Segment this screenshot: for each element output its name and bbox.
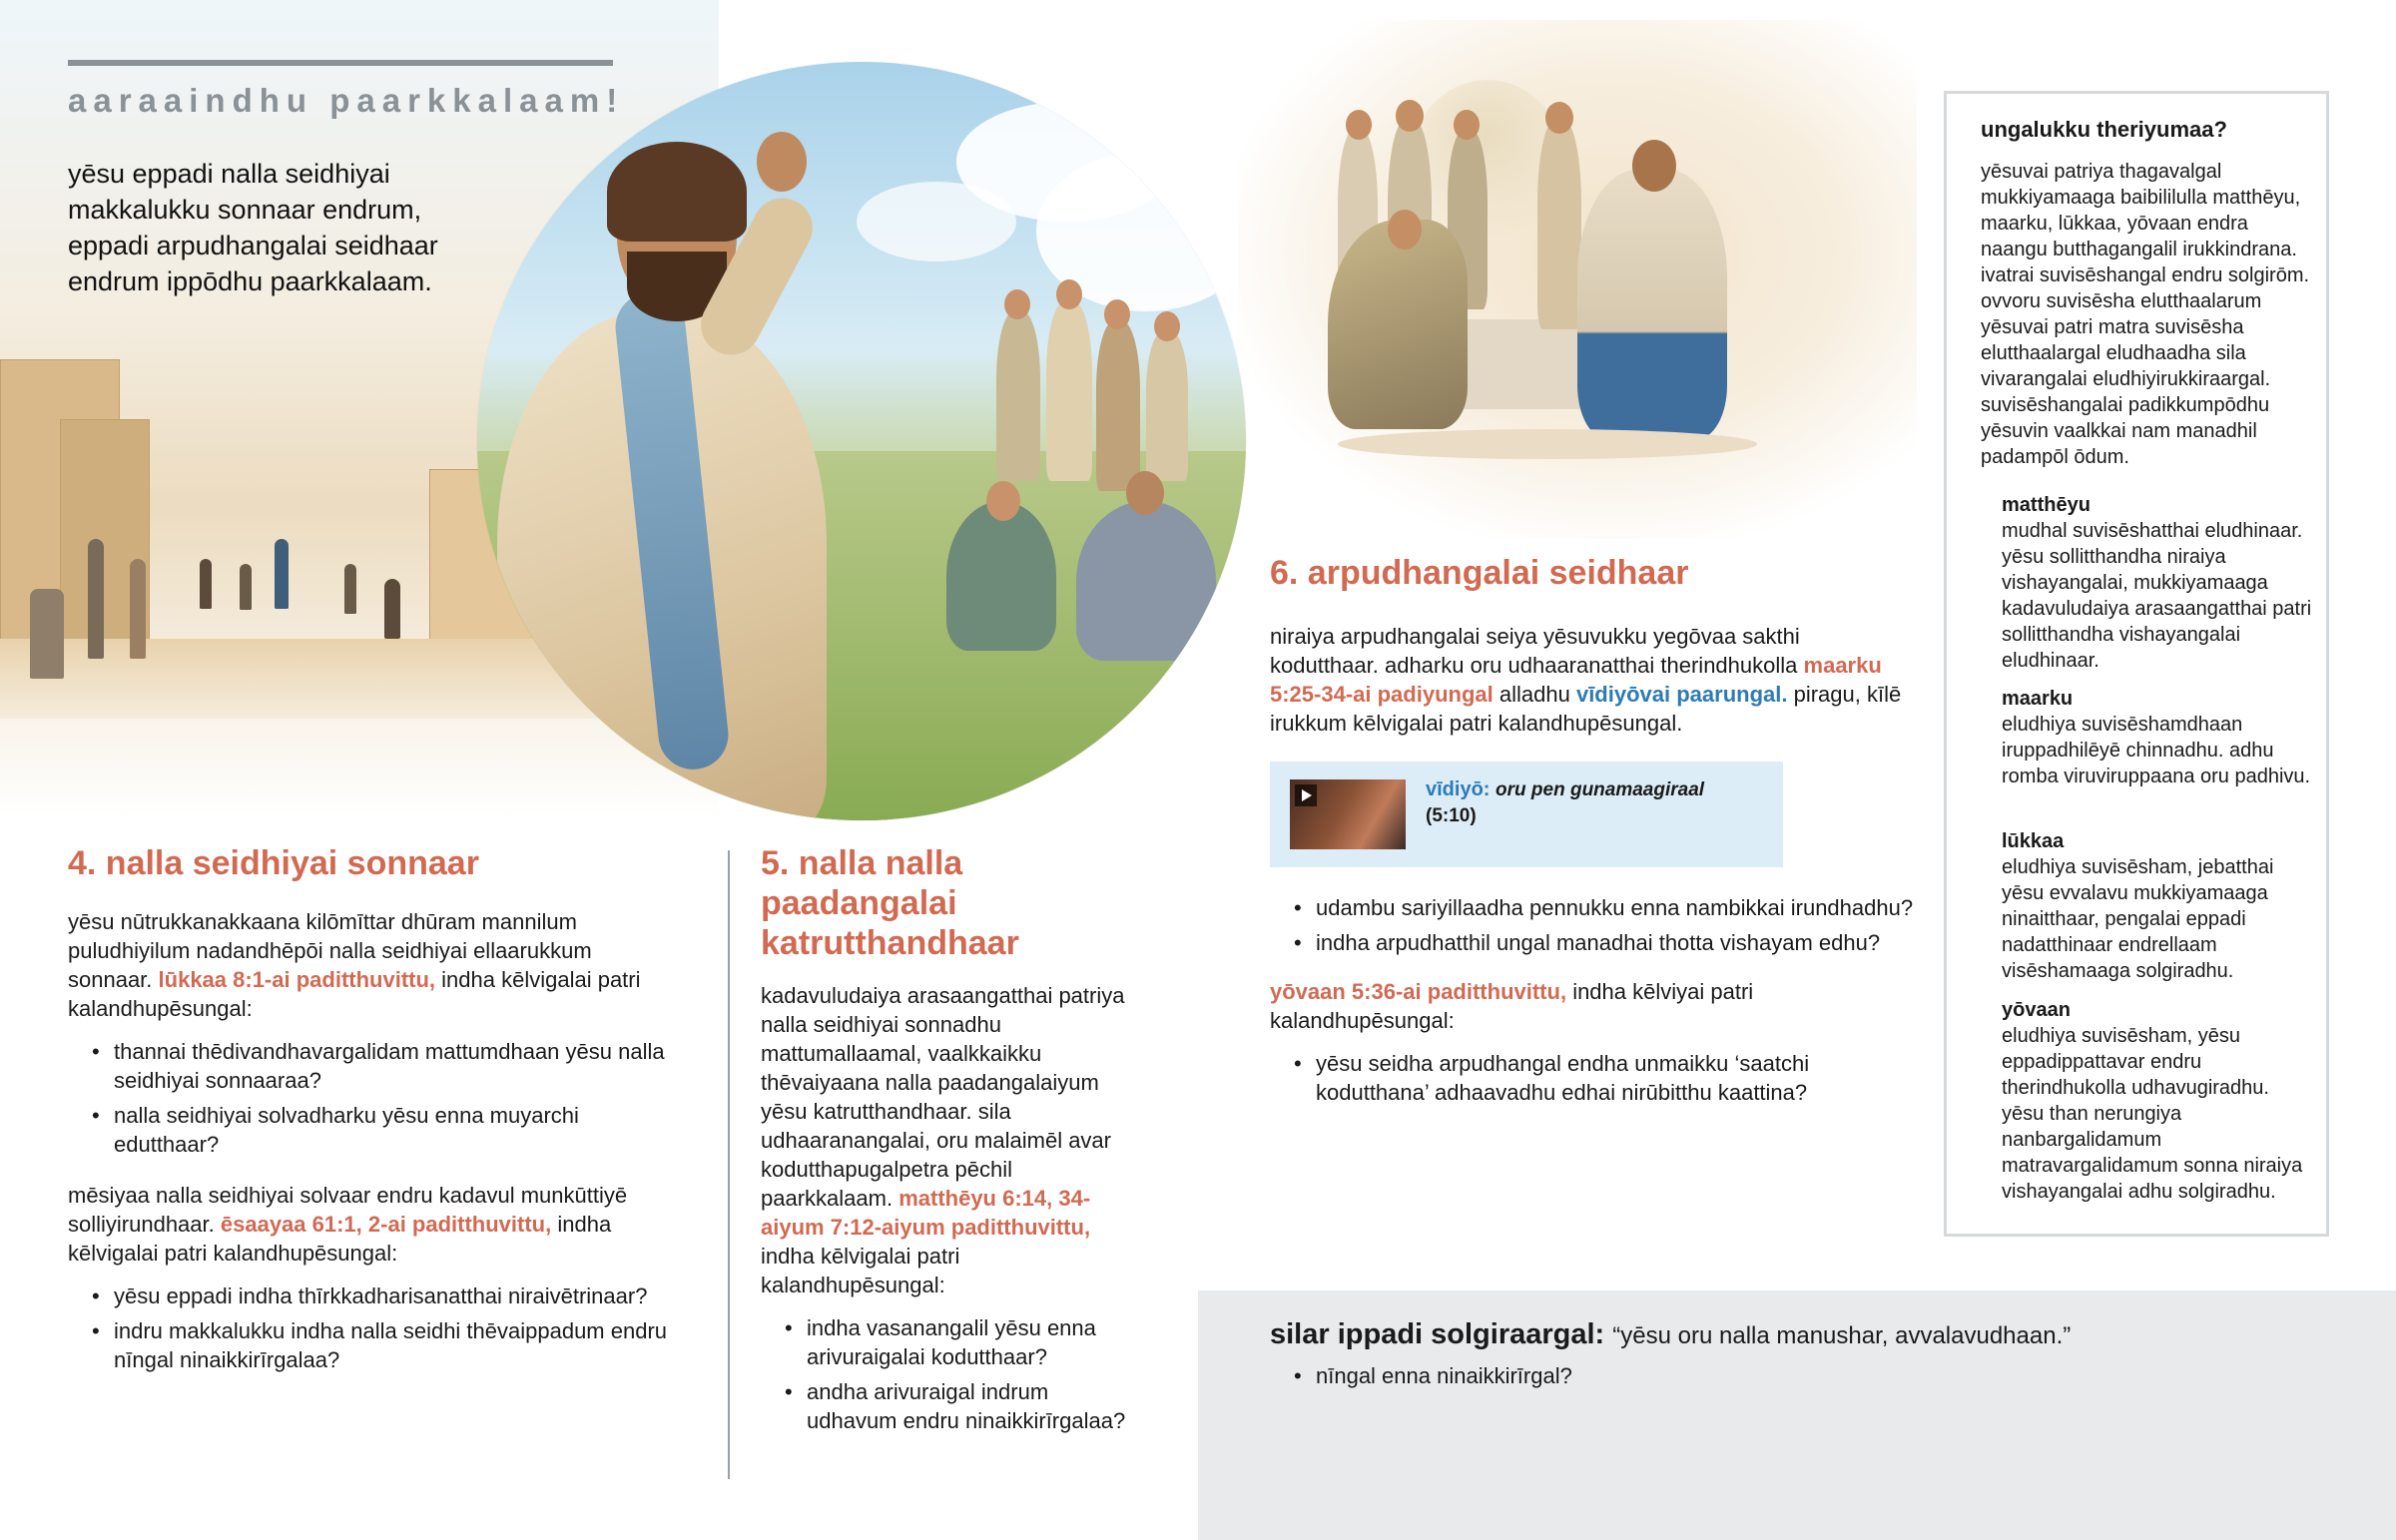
- header-rule: [68, 60, 613, 66]
- list-item: • indru makkalukku indha nalla seidhi thēvaippadum endru nīngal ninaikkirīrgalaa?: [68, 1316, 677, 1374]
- sidebar-entry-luke: [2002, 828, 2316, 984]
- page-kicker: aaraaindhu paarkkalaam!: [68, 82, 625, 119]
- watch-video-link[interactable]: vīdiyōvai paarungal.: [1575, 682, 1788, 707]
- sidebar-entry-text: mudhal suvisēshatthai eludhinaar. yēsu sollitthandha niraiya vishayangalai, mukkiyamaaga kadavuludaiya arasaangatthai patri sollitthandha vishayangalai eludhinaar.: [2002, 520, 2312, 672]
- sidebar-body: yēsuvai patriya thagavalgal mukkiyamaaga baibililulla matthēyu, maarku, lūkkaa, yōvaan endra naangu butthagangalil irukkindrana. ivatrai suvisēshangal endru solgirōm. ovvoru suvisēsha elutthaalarum yēsuvai patri matra suvisēsha elutthaalargal eludhaadha sila vivarangalai eludhiyirukkiraargal. suvisēshangalai padikkumpōdhu yēsuvin vaalkkai nam manadhil padampōl ōdum.: [1981, 161, 2310, 468]
- section-6-paragraph-2: [1270, 977, 1919, 1035]
- some-people-say: [1270, 1315, 2071, 1355]
- list-item: • yēsu seidha arpudhangal endha unmaikku ‘saatchi kodutthana’ adhaavadhu edhai nirūbitthu kaattina?: [1270, 1049, 1919, 1107]
- paragraph-text: niraiya arpudhangalai seiya yēsuvukku yegōvaa sakthi kodutthaar. adharku oru udhaaranatthai therindhukolla: [1270, 624, 1800, 678]
- play-icon[interactable]: [1295, 784, 1317, 806]
- sidebar-entry-matthew: [2002, 492, 2316, 674]
- paragraph-text: indha kēlvigalai patri kalandhupēsungal:: [68, 967, 641, 1021]
- scripture-reference-luke[interactable]: lūkkaa 8:1-ai paditthuvittu,: [158, 967, 436, 992]
- section-4-paragraph-2: [68, 1181, 677, 1268]
- some-people-say-quote: “yēsu oru nalla manushar, avvalavudhaan.”: [1612, 1322, 2072, 1349]
- section-5-body: [761, 981, 1130, 1441]
- sidebar-entry-text: eludhiya suvisēsham, jebatthai yēsu evvalavu mukkiyamaaga ninaitthaar, pengalai eppadi nadatthinaar endrellaam visēshamaaga solgiradhu.: [2002, 856, 2274, 982]
- sidebar-entry-text: eludhiya suvisēshamdhaan iruppadhilēyē chinnadhu. adhu romba viruviruppaana oru padhivu.: [2002, 714, 2311, 787]
- sidebar-entry-name: lūkkaa: [2002, 830, 2065, 852]
- list-item: • indha arpudhatthil ungal manadhai thotta vishayam edhu?: [1270, 928, 1919, 957]
- sidebar-entry-john: [2002, 997, 2316, 1205]
- paragraph-text: indha kēlvigalai patri kalandhupēsungal:: [761, 1244, 960, 1297]
- section-5-paragraph: [761, 981, 1130, 1299]
- list-item: • thannai thēdivandhavargalidam mattumdhaan yēsu nalla seidhiyai sonnaaraa?: [68, 1037, 677, 1095]
- list-item: • indha vasanangalil yēsu enna arivuraigalai kodutthaar?: [761, 1313, 1130, 1371]
- section-6-body: [1270, 622, 1905, 738]
- intro-text: yēsu eppadi nalla seidhiyai makkalukku sonnaar endrum, eppadi arpudhangalai seidhaar endrum ippōdhu paarkkalaam.: [68, 159, 438, 296]
- list-item: • nalla seidhiyai solvadharku yēsu enna muyarchi edutthaar?: [68, 1101, 677, 1159]
- paragraph-text: indha kēlviyai patri kalandhupēsungal:: [1270, 979, 1754, 1033]
- healing-scene-illustration: [1238, 20, 1917, 539]
- sidebar-entry-mark: [2002, 686, 2316, 789]
- video-duration: (5:10): [1426, 805, 1477, 826]
- video-title: oru pen gunamaagiraal: [1496, 779, 1705, 800]
- section-6-paragraph: [1270, 622, 1905, 738]
- section-6-questions-2: [1270, 1049, 1919, 1107]
- sidebar-entry-name: maarku: [2002, 688, 2074, 710]
- list-item: • andha arivuraigal indrum udhavum endru ninaikkirīrgalaa?: [761, 1377, 1130, 1435]
- section-4-paragraph-1: [68, 907, 677, 1023]
- scripture-reference-mark[interactable]: maarku 5:25-34-ai padiyungal: [1270, 653, 1882, 707]
- jesus-preaching-illustration: [477, 62, 1246, 820]
- video-label[interactable]: [1426, 776, 1704, 829]
- section-4-body: [68, 907, 677, 1380]
- bottom-questions: [1270, 1361, 1969, 1390]
- paragraph-text: mēsiyaa nalla seidhiyai solvaar endru kadavul munkūttiyē solliyirundhaar.: [68, 1183, 628, 1237]
- section-6-title: 6. arpudhangalai seidhaar: [1270, 554, 1689, 592]
- some-people-say-lead: silar ippadi solgiraargal:: [1270, 1318, 1605, 1350]
- section-6-questions-1: [1270, 893, 1919, 957]
- bottom-question-block: [1270, 1361, 1969, 1396]
- scripture-reference-matthew[interactable]: matthēyu 6:14, 34-aiyum 7:12-aiyum paditthuvittu,: [761, 1186, 1091, 1240]
- section-6-questions-block: [1270, 893, 1919, 1113]
- scripture-reference-john[interactable]: yōvaan 5:36-ai paditthuvittu,: [1270, 979, 1567, 1004]
- paragraph-text: yēsu nūtrukkanakkaana kilōmīttar dhūram mannilum puludhiyilum nadandhēpōi nalla seidhiyai ellaarukkum sonnaar.: [68, 909, 592, 992]
- section-5-questions: [761, 1313, 1130, 1435]
- section-4-title: 4. nalla seidhiyai sonnaar: [68, 844, 479, 882]
- section-4-questions-2: [68, 1282, 677, 1374]
- paragraph-text: indha kēlvigalai patri kalandhupēsungal:: [68, 1212, 612, 1266]
- video-tag: vīdiyō:: [1426, 778, 1491, 800]
- list-item: • yēsu eppadi indha thīrkkadharisanatthai niraivētrinaar?: [68, 1282, 677, 1310]
- column-divider: [728, 850, 730, 1479]
- sidebar-entry-name: yōvaan: [2002, 999, 2071, 1021]
- sidebar-entry-text: eludhiya suvisēsham, yēsu eppadippattavar endru therindhukolla udhavugiradhu. yēsu than nerungiya nanbargalidamum matravargalidamum sonna niraiya vishayangalai adhu solgiradhu.: [2002, 1025, 2303, 1203]
- list-item: • udambu sariyillaadha pennukku enna nambikkai irundhadhu?: [1270, 893, 1919, 922]
- section-4-questions-1: [68, 1037, 677, 1159]
- paragraph-text: alladhu: [1498, 682, 1570, 707]
- paragraph-text: kadavuludaiya arasaangatthai patriya nalla seidhiyai sonnadhu mattumallaamal, vaalkkaikku thēvaiyaana nalla paadangalaiyum yēsu katrutthandhaar. sila udhaaranangalai, oru malaimēl avar kodutthapugalpetra pēchil paarkkalaam.: [761, 983, 1125, 1211]
- section-5-title: 5. nalla nalla paadangalai katrutthandhaar: [761, 844, 1019, 962]
- sidebar-entry-name: matthēyu: [2002, 494, 2091, 516]
- list-item: • nīngal enna ninaikkirīrgal?: [1270, 1361, 1969, 1390]
- sidebar-title: ungalukku theriyumaa?: [1981, 117, 2227, 142]
- scripture-reference-isaiah[interactable]: ēsaayaa 61:1, 2-ai paditthuvittu,: [220, 1212, 552, 1237]
- paragraph-text: piragu, kīlē irukkum kēlvigalai patri kalandhupēsungal.: [1270, 682, 1902, 736]
